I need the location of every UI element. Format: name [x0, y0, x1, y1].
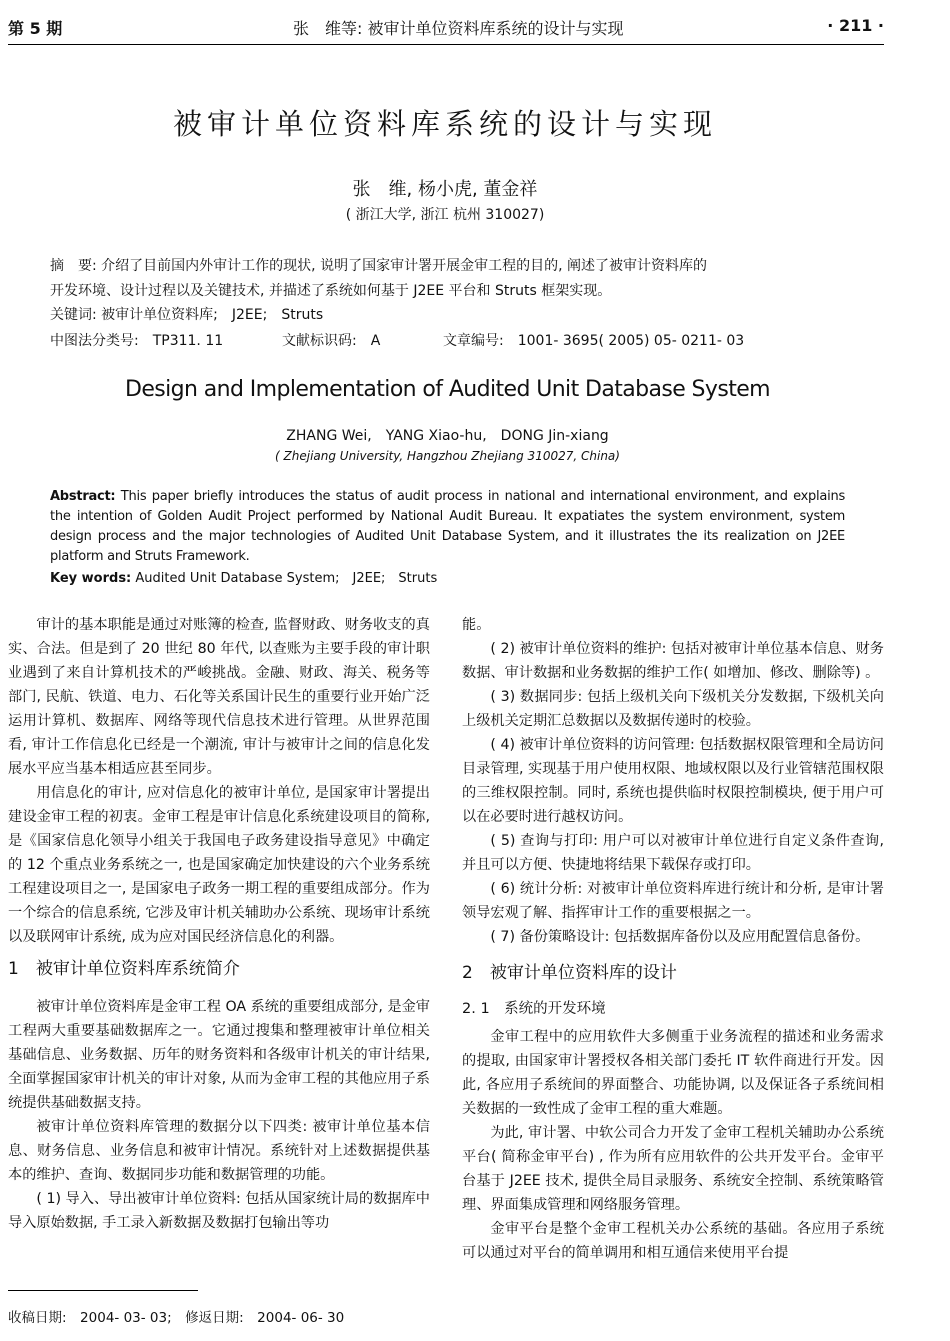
- body-paragraph: 被审计单位资料库是金审工程 OA 系统的重要组成部分, 是金审工程两大重要基础数据库之一。它通过搜集和整理被审计单位相关基础信息、业务数据、历年的财务资料和各级审计机关的审计结果, 全面掌握国家审计机关的审计对象, 从而为金审工程的其他应用子系统提供基础数据支持。: [8, 999, 430, 1111]
- footnote-rule: [8, 1290, 198, 1291]
- cn-keywords-text: 被审计单位资料库; J2EE; Struts: [101, 307, 324, 323]
- english-abstract: [50, 487, 845, 567]
- issue-number: 第 5 期: [8, 19, 63, 38]
- body-paragraph: ( 4) 被审计单位资料的访问管理: 包括数据权限管理和全局访问目录管理, 实现基于用户使用权限、地域权限以及行业管辖范围权限的三维权限控制。同时, 系统也提供临时权限控制模块, 便于用户可以在必要时进行越权访问。: [462, 737, 884, 825]
- article-number: 文章编号: 1001- 3695( 2005) 05- 0211- 03: [443, 333, 745, 349]
- keywords-text: Audited Unit Database System; J2EE; Struts: [135, 571, 438, 586]
- body-paragraph: ( 2) 被审计单位资料的维护: 包括对被审计单位基本信息、财务数据、审计数据和业务数据的维护工作( 如增加、修改、删除等) 。: [462, 641, 884, 681]
- cn-keywords: [50, 303, 850, 327]
- body-paragraph: ( 1) 导入、导出被审计单位资料: 包括从国家统计局的数据库中导入原始数据, 手工录入新数据及数据打包输出等功: [8, 1191, 430, 1231]
- english-keywords: [50, 567, 845, 586]
- page-number: · 211 ·: [827, 16, 884, 35]
- received-date-footnote: 收稿日期: 2004- 03- 03; 修返日期: 2004- 06- 30: [8, 1310, 345, 1326]
- subsection-heading-2-1: 2. 1 系统的开发环境: [462, 1001, 606, 1017]
- body-paragraph: ( 3) 数据同步: 包括上级机关向下级机关分发数据, 下级机关向上级机关定期汇总数据以及数据传递时的校验。: [462, 689, 884, 729]
- running-title: 张 维等: 被审计单位资料库系统的设计与实现: [293, 19, 624, 38]
- body-paragraph: 能。: [462, 617, 491, 633]
- cn-abstract-line-1: [50, 254, 850, 278]
- english-title: Design and Implementation of Audited Unit Database System: [125, 377, 770, 402]
- right-column: [462, 613, 884, 1265]
- english-affiliation: ( Zhejiang University, Hangzhou Zhejiang 310027, China): [275, 449, 620, 463]
- header-rule: [8, 44, 884, 45]
- classification-row: [50, 330, 850, 352]
- clc-number: 中图法分类号: TP311. 11: [50, 333, 224, 349]
- abstract-label: Abstract:: [50, 489, 116, 504]
- cn-abstract-label: 摘 要:: [50, 258, 97, 274]
- body-paragraph: 审计的基本职能是通过对账簿的检查, 监督财政、财务收支的真实、合法。但是到了 20 世纪 80 年代, 以查账为主要手段的审计职业遇到了来自计算机技术的严峻挑战。金融、财政、海关、税务等部门, 民航、铁道、电力、石化等关系国计民生的重要行业开始广泛运用计算机、数据库、网络等现代信息技术进行管理。从世界范围看, 审计工作信息化已经是一个潮流, 审计与被审计之间的信息化发展水平应当基本相适应甚至同步。: [8, 617, 430, 777]
- body-paragraph: 用信息化的审计, 应对信息化的被审计单位, 是国家审计署提出建设金审工程的初衷。金审工程是审计信息化系统建设项目的简称, 是《国家信息化领导小组关于我国电子政务建设指导意见》中确定的 12 个重点业务系统之一, 也是国家确定加快建设的六个业务系统工程建设项目之一, 是国家电子政务一期工程的重要组成部分。作为一个综合的信息系统, 它涉及审计机关辅助办公系统、现场审计系统以及联网审计系统, 成为应对国民经济信息化的利器。: [8, 785, 430, 945]
- cn-abstract-line-2: 开发环境、设计过程以及关键技术, 并描述了系统如何基于 J2EE 平台和 Struts 框架实现。: [50, 283, 612, 299]
- authors: 张 维, 杨小虎, 董金祥: [352, 179, 538, 200]
- body-paragraph: 被审计单位资料库管理的数据分以下四类: 被审计单位基本信息、财务信息、业务信息和被审计情况。系统针对上述数据提供基本的维护、查询、数据同步功能和数据管理的功能。: [8, 1119, 430, 1183]
- affiliation: ( 浙江大学, 浙江 杭州 310027): [345, 207, 545, 223]
- cn-abstract-text-1: 介绍了目前国内外审计工作的现状, 说明了国家审计署开展金审工程的目的, 阐述了被审计资料库的: [101, 258, 707, 274]
- running-head: [8, 16, 884, 42]
- body-paragraph: 金审平台是整个金审工程机关办公系统的基础。各应用子系统可以通过对平台的简单调用和相互通信来使用平台提: [462, 1221, 884, 1261]
- body-paragraph: ( 6) 统计分析: 对被审计单位资料库进行统计和分析, 是审计署领导宏观了解、指挥审计工作的重要根据之一。: [462, 881, 884, 921]
- keywords-label: Key words:: [50, 571, 132, 586]
- left-column: [8, 613, 430, 1235]
- body-paragraph: ( 5) 查询与打印: 用户可以对被审计单位进行自定义条件查询, 并且可以方便、快捷地将结果下载保存或打印。: [462, 833, 884, 873]
- paper-title: 被审计单位资料库系统的设计与实现: [172, 107, 717, 141]
- english-authors: ZHANG Wei, YANG Xiao-hu, DONG Jin-xiang: [286, 428, 609, 444]
- document-code: 文献标识码: A: [282, 333, 381, 349]
- section-heading-1: 1 被审计单位资料库系统简介: [8, 959, 240, 979]
- cn-keywords-label: 关键词:: [50, 307, 97, 323]
- abstract-text: This paper briefly introduces the status of audit process in national and international environment, and explains the intention of Golden Audit Project performed by National Audit Bureau. It expatiates the system environment, system design process and the major technologies of Audited Unit Database System, and it illustrates the its realization on J2EE platform and Struts Framework.: [50, 489, 846, 564]
- body-paragraph: 金审工程中的应用软件大多侧重于业务流程的描述和业务需求的提取, 由国家审计署授权各相关部门委托 IT 软件商进行开发。因此, 各应用子系统间的界面整合、功能协调, 以及保证各子系统间相关数据的一致性成了金审工程的重大难题。: [462, 1029, 884, 1117]
- section-heading-2: 2 被审计单位资料库的设计: [462, 963, 677, 983]
- body-paragraph: 为此, 审计署、中软公司合力开发了金审工程机关辅助办公系统平台( 简称金审平台) , 作为所有应用软件的公共开发平台。金审平台基于 J2EE 技术, 提供全局目录服务、系统安全控制、系统策略管理、界面集成管理和网络服务管理。: [462, 1125, 884, 1213]
- body-paragraph: ( 7) 备份策略设计: 包括数据库备份以及应用配置信息备份。: [490, 929, 870, 945]
